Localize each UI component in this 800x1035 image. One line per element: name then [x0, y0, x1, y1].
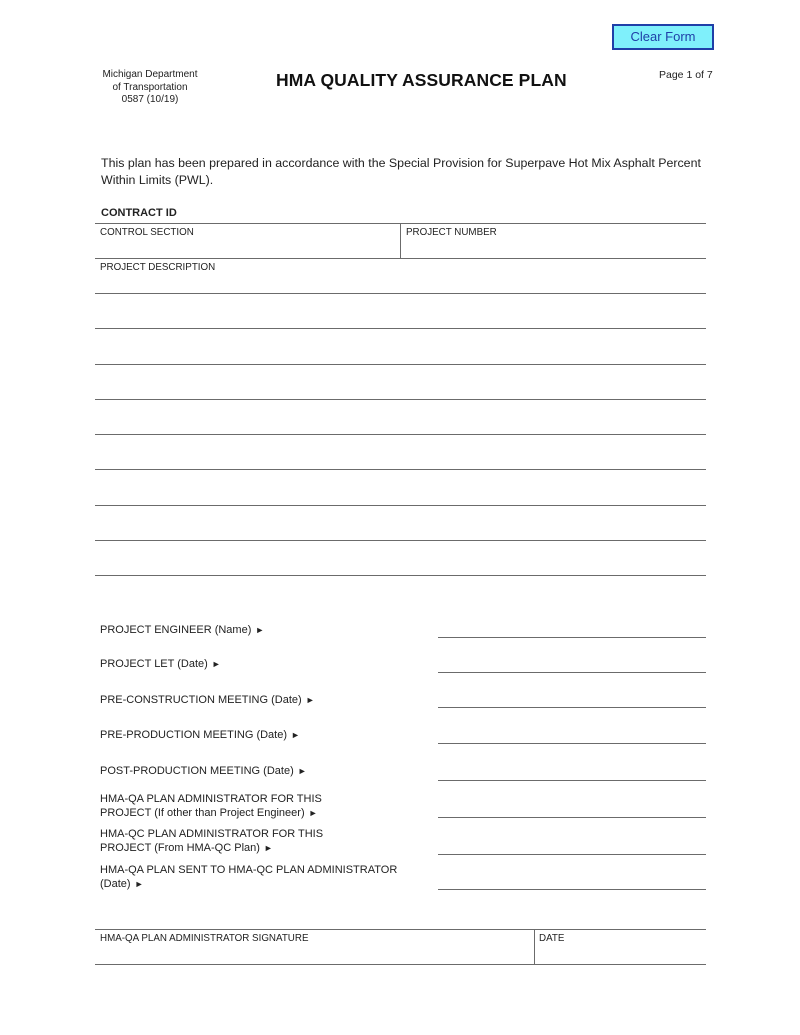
project-engineer-label: PROJECT ENGINEER (Name) ► [100, 624, 265, 636]
description-line [95, 434, 706, 435]
project-number-field[interactable] [402, 238, 705, 257]
agency-block [80, 69, 220, 107]
project-let-date-field[interactable] [438, 672, 706, 673]
pre-construction-meeting-label: PRE-CONSTRUCTION MEETING (Date) ► [100, 694, 315, 706]
agency-name-line1: Michigan Department [102, 69, 198, 80]
description-line [95, 575, 706, 576]
description-line [95, 399, 706, 400]
pre-production-meeting-label: PRE-PRODUCTION MEETING (Date) ► [100, 729, 300, 741]
signature-date-field[interactable] [536, 945, 705, 963]
arrow-right-icon: ► [291, 730, 300, 740]
arrow-right-icon: ► [255, 625, 265, 635]
signature-field[interactable] [96, 945, 532, 963]
project-number-label: PROJECT NUMBER [406, 227, 497, 238]
control-section-field[interactable] [96, 238, 398, 257]
divider [534, 929, 535, 964]
arrow-right-icon: ► [134, 879, 144, 889]
post-production-meeting-field[interactable] [438, 780, 706, 781]
form-number: 0587 (10/19) [121, 94, 179, 105]
page-indicator: Page 1 of 7 [659, 69, 713, 81]
divider [95, 964, 706, 965]
project-description-label: PROJECT DESCRIPTION [100, 262, 216, 273]
divider [400, 223, 401, 258]
qc-plan-administrator-label: HMA-QC PLAN ADMINISTRATOR FOR THIS PROJECT (From HMA-QC Plan) ► [100, 828, 324, 854]
arrow-right-icon: ► [297, 766, 307, 776]
description-line [95, 364, 706, 365]
agency-name-line2: of Transportation [112, 81, 188, 93]
clear-form-button[interactable]: Clear Form [612, 24, 714, 50]
pre-construction-meeting-field[interactable] [438, 707, 706, 708]
arrow-right-icon: ► [305, 695, 315, 705]
description-line [95, 540, 706, 541]
qa-plan-sent-date-field[interactable] [438, 889, 706, 890]
post-production-meeting-label: POST-PRODUCTION MEETING (Date) ► [100, 765, 307, 777]
description-line [95, 505, 706, 506]
intro-paragraph: This plan has been prepared in accordance with the Special Provision for Superpave Hot Mix Asphalt Percent Within Limits (PWL). [101, 156, 701, 187]
qa-plan-administrator-label: HMA-QA PLAN ADMINISTRATOR FOR THIS PROJECT (If other than Project Engineer) ► [100, 793, 322, 819]
project-let-label: PROJECT LET (Date) ► [100, 658, 221, 670]
description-line [95, 328, 706, 329]
description-line [95, 469, 706, 470]
page-title: HMA QUALITY ASSURANCE PLAN [276, 70, 567, 90]
divider [95, 258, 706, 259]
signature-label: HMA-QA PLAN ADMINISTRATOR SIGNATURE [100, 933, 309, 944]
contract-id-heading: CONTRACT ID [101, 207, 177, 219]
signature-date-label: DATE [539, 933, 565, 944]
divider [95, 929, 706, 930]
project-description-field[interactable] [96, 274, 705, 575]
arrow-right-icon: ► [263, 843, 273, 853]
qc-plan-administrator-field[interactable] [438, 854, 706, 855]
qa-plan-sent-label: HMA-QA PLAN SENT TO HMA-QC PLAN ADMINISTRATOR (Date) ► [100, 864, 398, 890]
pre-production-meeting-field[interactable] [438, 743, 706, 744]
arrow-right-icon: ► [211, 659, 221, 669]
qa-plan-administrator-field[interactable] [438, 817, 706, 818]
description-line [95, 293, 706, 294]
project-engineer-field[interactable] [438, 637, 706, 638]
arrow-right-icon: ► [308, 808, 318, 818]
control-section-label: CONTROL SECTION [100, 227, 194, 238]
